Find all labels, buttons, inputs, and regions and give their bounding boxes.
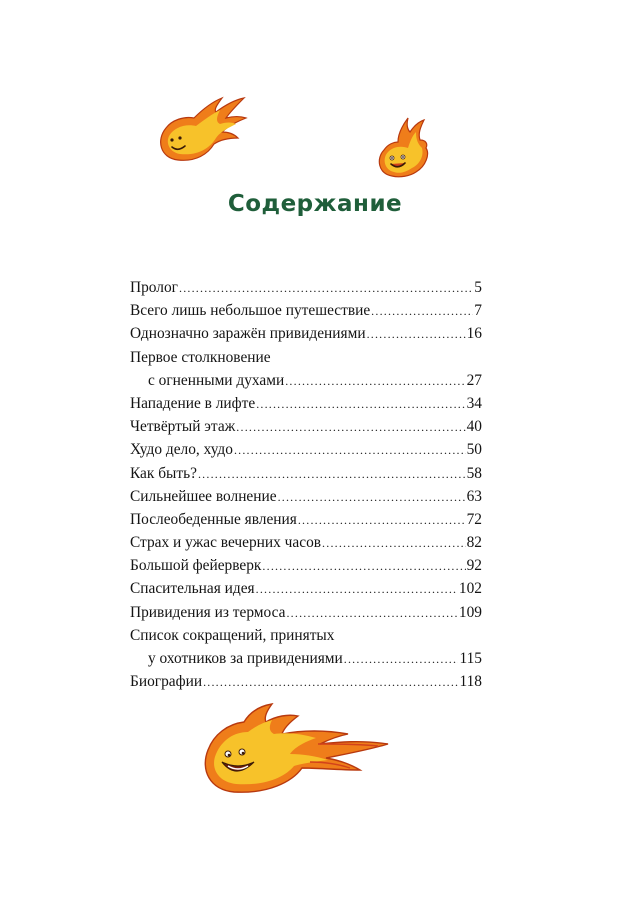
toc-entry[interactable]: [130, 624, 482, 647]
toc-entry[interactable]: [130, 415, 482, 438]
toc-entry-title: с огненными духами: [148, 371, 285, 389]
toc-entry[interactable]: [130, 508, 482, 531]
toc-page-number: 27: [466, 371, 482, 389]
toc-entry-title: Страх и ужас вечерних часов: [130, 534, 322, 552]
page-title: Содержание: [227, 191, 403, 217]
toc-dot-leader: [367, 323, 466, 346]
toc-entry-title: у охотников за привидениями: [148, 650, 343, 667]
toc-dot-leader: [285, 370, 465, 393]
toc-entry[interactable]: [130, 577, 482, 600]
toc-entry[interactable]: [130, 531, 482, 554]
toc-entry[interactable]: [130, 462, 482, 485]
toc-dot-leader: [262, 555, 465, 578]
toc-entry-title: Нападение в лифте: [130, 394, 256, 412]
fireball-icon: [370, 112, 432, 180]
toc-dot-leader: [179, 277, 473, 300]
toc-entry-title: Пролог: [130, 279, 178, 296]
toc-entry-title: Большой фейерверк: [130, 557, 262, 575]
toc-page-number: 7: [474, 302, 482, 320]
toc-dot-leader: [286, 602, 457, 625]
toc-dot-leader: [278, 486, 466, 509]
toc-page-number: 5: [474, 279, 482, 296]
toc-dot-leader: [203, 671, 458, 694]
toc-dot-leader: [322, 532, 466, 555]
toc-entry-title: Четвёртый этаж: [130, 418, 236, 436]
toc-page-number: 118: [459, 673, 482, 691]
toc-entry[interactable]: [130, 438, 482, 461]
toc-page-number: 58: [466, 464, 482, 482]
toc-entry-title: Спасительная идея: [130, 580, 255, 598]
toc-entry[interactable]: [130, 670, 482, 693]
toc-page-number: 109: [458, 603, 482, 621]
toc-dot-leader: [256, 578, 458, 601]
toc-dot-leader: [371, 300, 473, 323]
table-of-contents: [130, 276, 482, 693]
toc-dot-leader: [236, 416, 465, 439]
fireball-icon: [198, 700, 398, 798]
toc-page-number: 63: [466, 487, 482, 505]
toc-entry[interactable]: [130, 601, 482, 624]
toc-entry[interactable]: [130, 647, 482, 670]
toc-page-number: 16: [466, 325, 482, 343]
toc-dot-leader: [198, 463, 466, 486]
toc-page-number: 92: [466, 557, 482, 575]
toc-page-number: 102: [458, 580, 482, 598]
toc-entry[interactable]: [130, 346, 482, 369]
toc-entry[interactable]: [130, 322, 482, 345]
toc-entry[interactable]: [130, 299, 482, 322]
toc-page-number: 40: [466, 418, 482, 436]
toc-entry[interactable]: [130, 554, 482, 577]
toc-entry[interactable]: [130, 485, 482, 508]
toc-page-number: 34: [466, 394, 482, 412]
toc-dot-leader: [234, 439, 466, 462]
toc-dot-leader: [344, 648, 459, 671]
toc-entry-title: Привидения из термоса: [130, 603, 286, 621]
toc-entry-title: Первое столкновение: [130, 348, 271, 366]
toc-entry-title: Как быть?: [130, 464, 197, 482]
toc-page-number: 115: [459, 650, 482, 667]
toc-entry-title: Худо дело, худо: [130, 441, 233, 459]
toc-entry-title: Однозначно заражён привидениями: [130, 325, 366, 343]
toc-entry-title: Послеобеденные явления: [130, 510, 297, 528]
toc-entry[interactable]: [130, 276, 482, 299]
toc-page-number: 50: [466, 441, 482, 459]
toc-entry-title: Список сокращений, принятых: [130, 626, 335, 644]
toc-page-number: 72: [466, 510, 482, 528]
toc-entry-title: Сильнейшее волнение: [130, 487, 277, 505]
toc-entry-title: Всего лишь небольшое путешествие: [130, 302, 371, 320]
toc-page-number: 82: [466, 534, 482, 552]
toc-entry[interactable]: [130, 392, 482, 415]
toc-entry-title: Биографии: [130, 673, 203, 691]
fireball-icon: [150, 88, 250, 168]
toc-dot-leader: [256, 393, 465, 416]
toc-dot-leader: [298, 509, 466, 532]
toc-entry[interactable]: [130, 369, 482, 392]
